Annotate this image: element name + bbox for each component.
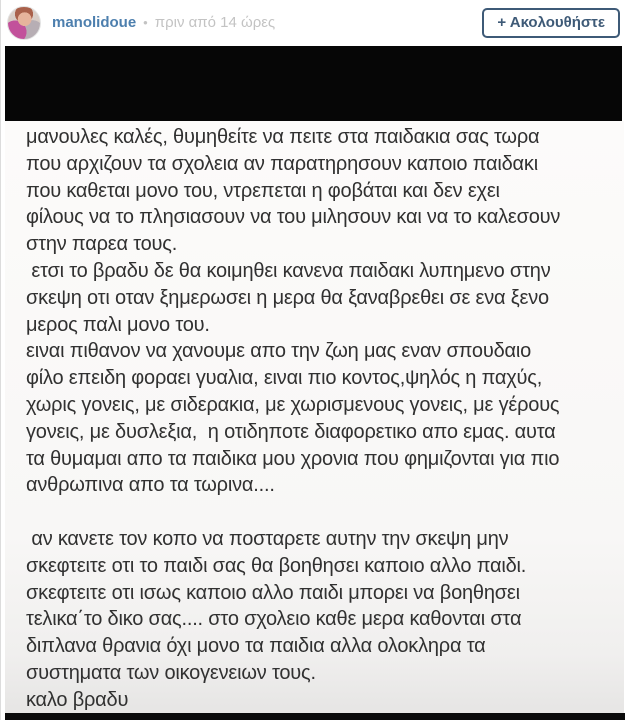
post-text-body xyxy=(5,121,624,713)
post-text-line: στην παρεα τους. xyxy=(26,233,178,256)
post-text-line xyxy=(26,499,624,526)
post-text-line: μερος παλι μονο του. xyxy=(26,313,210,336)
avatar[interactable] xyxy=(7,6,41,40)
post-text-line: σκεφτειτε οτι το παιδι σας θα βοηθησει καποιο αλλο παιδι. xyxy=(26,554,527,577)
post-text-line: συστηματα των οικογενειων τους. xyxy=(26,661,316,684)
post-text-line: γονεις, με δυσλεξια, η οτιδηποτε διαφορετικο απο εμας. αυτα xyxy=(26,420,556,443)
timestamp-link[interactable]: πριν από 14 ώρες xyxy=(154,14,276,31)
post-text-line: τα θυμαμαι απο τα παιδικα μου χρονια που φημιζονται για πιο xyxy=(26,447,560,470)
post-text-line: τελικα΄το δικο σας.... στο σχολειο καθε μερα καθονται στα xyxy=(26,608,522,631)
separator-dot: • xyxy=(143,15,148,30)
follow-button[interactable]: + Ακολουθήστε xyxy=(482,8,620,38)
post-text-line: ανθρωπινα απο τα τωρινα.... xyxy=(26,474,275,497)
post-text-line: φίλο επειδη φοραει γυαλια, ειναι πιο κοντος,ψηλός η παχύς, xyxy=(26,367,543,390)
post-text-line: χωρις γονεις, με σιδερακια, με χωρισμενους γονεις, με γέρους xyxy=(26,393,560,416)
post-text-line: φίλους να το πλησιασουν να του μιλησουν και να το καλεσουν xyxy=(26,206,561,229)
post-text-line: αν κανετε τον κοπο να ποσταρετε αυτην την σκεψη μην xyxy=(26,527,509,550)
username-link[interactable]: manolidoue xyxy=(52,14,137,31)
post-text-line: που αρχιζουν τα σχολεια αν παρατηρησουν καποιο παιδακι xyxy=(26,152,538,175)
post-text-line: ετσι το βραδυ δε θα κοιμηθει κανενα παιδακι λυπημενο στην xyxy=(26,259,551,282)
post-text-line: ειναι πιθανον να χανουμε απο την ζωη μας εναν σπουδαιο xyxy=(26,340,532,363)
post-text-line: σκεφτειτε οτι ισως καποιο αλλο παιδι μπορει να βοηθησει xyxy=(26,581,520,604)
post-text-line: καλο βραδυ xyxy=(26,688,129,711)
post-text-line: σκεψη οτι οταν ξημερωσει η μερα θα ξαναβρεθει σε ενα ξενο xyxy=(26,286,549,309)
post-header xyxy=(1,0,627,45)
bottom-redaction-bar xyxy=(5,713,625,720)
post-image-redacted xyxy=(5,46,622,121)
post-text-line: που καθεται μονο του, ντρεπεται η φοβάται και δεν εχει xyxy=(26,179,500,202)
post-text-line: μανουλες καλές, θυμηθείτε να πειτε στα παιδακια σας τωρα xyxy=(26,126,540,148)
post-text-line: διπλανα θρανια όχι μονο τα παιδια αλλα ολοκληρα τα xyxy=(26,635,486,658)
